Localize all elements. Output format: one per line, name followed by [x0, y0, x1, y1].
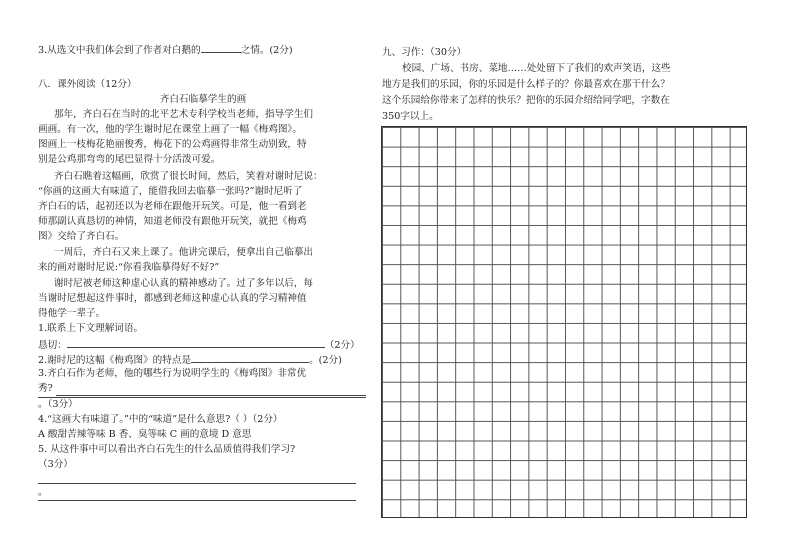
essay-prompt-line1: 校园、广场、书房、菜地……处处留下了我们的欢声笑语，这些 [402, 63, 671, 74]
question-4-options: A 酸甜苦辣等味 B 香、臭等味 C 画的意境 D 意思 [38, 429, 252, 440]
question-5-line2: （3分） [38, 459, 73, 470]
writing-grid[interactable] [381, 126, 747, 518]
q3-suffix: 之情。(2分) [240, 45, 293, 56]
question-2 [38, 352, 342, 368]
q3-prefix: 3.从选文中我们体会到了作者对白鹅的 [38, 45, 201, 56]
q5-answer-line-2[interactable] [38, 500, 356, 501]
passage-p1-line1: 那年，齐白石在当时的北平艺术专科学校当老师，指导学生们 [54, 109, 314, 120]
passage-title: 齐白石临摹学生的画 [159, 94, 247, 105]
q5-answer-line[interactable] [38, 483, 356, 484]
question-1: 1.联系上下文理解词语。 [38, 323, 144, 334]
section-8-title: 八．课外阅读（12分） [38, 79, 137, 90]
passage-p2-line4: 师那副认真恳切的神情，知道老师没有跟他开玩笑，就把《梅鸡 [38, 216, 307, 227]
essay-prompt-line4: 350字以上。 [382, 111, 439, 122]
q3-answer-blank[interactable] [201, 42, 241, 53]
passage-p1-line2: 画画。有一次，他的学生谢时尼在课堂上画了一幅《梅鸡图》。 [38, 124, 302, 135]
question-5-end: 。 [38, 487, 48, 498]
passage-p2-line5: 图》交给了齐白石。 [38, 231, 125, 242]
q3b-answer-line[interactable] [56, 395, 366, 396]
essay-prompt-line3: 这个乐园给你带来了怎样的快乐？把你的乐园介绍给同学吧，字数在 [382, 95, 670, 106]
passage-p2-line2: “你画的这画大有味道了，能借我回去临摹一张吗?”谢时尼听了 [38, 186, 303, 197]
question-3b-score: 。（3分） [38, 399, 78, 410]
passage-p4-line1: 谢时尼被老师这种虚心认真的精神感动了。过了多年以后，每 [54, 278, 314, 289]
passage-p2-line1: 齐白石瞧着这幅画，欣赏了很长时间，然后，笑着对谢时尼说： [54, 171, 323, 182]
q2-suffix: 。(2分) [309, 355, 342, 366]
question-4: 4.“这画大有味道了。”中的“味道”是什么意思?（ ）（2分） [38, 414, 283, 425]
q2-answer-blank[interactable] [191, 352, 309, 363]
question-5-line1: 5. 从这件事中可以看出齐白石先生的什么品质值得我们学习? [38, 444, 296, 455]
passage-p4-line3: 得他学一辈子。 [38, 308, 106, 319]
passage-p2-line3: 齐白石的话，起初还以为老师在跟他开玩笑。可是，他一看到老 [38, 201, 307, 212]
q1-answer-blank[interactable] [67, 337, 325, 348]
section-9-title: 九、习作：（30分） [382, 47, 467, 58]
q2-prefix: 2.谢时尼的这幅《梅鸡图》的特点是 [38, 355, 192, 366]
essay-prompt-line2: 地方是我们的乐园，你的乐园是什么样子的？你最喜欢在那干什么？ [382, 79, 670, 90]
q3b-answer-line-2[interactable] [38, 397, 366, 398]
question-3-white-goose [38, 42, 293, 58]
passage-p4-line2: 当谢时尼想起这件事时，都感到老师这种虚心认真的学习精神值 [38, 293, 307, 304]
passage-p1-line4: 别是公鸡那弯弯的尾巴显得十分活泼可爱。 [38, 154, 221, 165]
q1-score: （2分） [324, 340, 360, 351]
question-3b-line2: 秀? [38, 383, 53, 394]
passage-p3-line2: 来的画对谢时尼说:“你看我临摹得好不好?” [38, 262, 220, 273]
question-3b-line1: 3.齐白石作为老师，他的哪些行为说明学生的《梅鸡图》非常优 [38, 368, 307, 379]
q1-word: 恳切： [38, 340, 67, 351]
question-1-answer-row [38, 337, 360, 353]
passage-p3-line1: 一周后，齐白石又来上课了。他讲完课后，便拿出自己临摹出 [54, 247, 314, 258]
passage-p1-line3: 图画上一枝梅花艳丽俊秀，梅花下的公鸡画得非常生动别致，特 [38, 139, 307, 150]
